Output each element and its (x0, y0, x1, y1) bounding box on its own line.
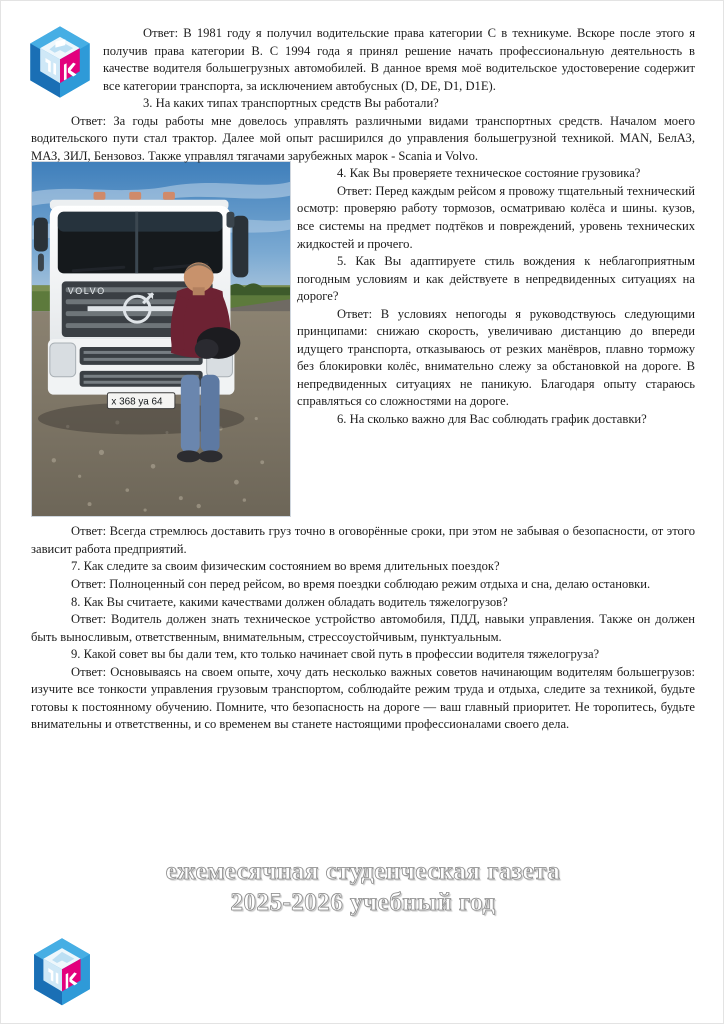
paragraph-question-5: 5. Как Вы адаптируете стиль вождения к неблагоприятным погодным условиям и как действуете в непредвиденных ситуациях на дороге? (297, 254, 695, 304)
svg-text:VOLVO: VOLVO (67, 286, 106, 297)
paragraph-answer-5: Ответ: В условиях непогоды я руководствуюсь следующими принципами: снижаю скорость, увеличиваю дистанцию до впереди идущего транспорта, отказываюсь от резких манёвров, плавно торможу без блокировки колёс, внимательно слежу за обстановкой на дороге. В непредвиденных ситуациях не паникую. Благодаря опыту стараюсь справляться со сложностями на дороге. (297, 306, 695, 409)
paragraph-answer-6: Ответ: Всегда стремлюсь доставить груз точно в оговорённые сроки, при этом не забывая о безопасности, от этого зависит работа предприятий. (31, 524, 695, 556)
paragraph-question-8: 8. Как Вы считаете, какими качествами должен обладать водитель тяжелогрузов? (71, 594, 508, 609)
article-body (31, 25, 695, 734)
paragraph-question-9: 9. Какой совет вы бы дали тем, кто только начинает свой путь в профессии водителя тяжелогруза? (71, 647, 600, 662)
paragraph-question-6: 6. На сколько важно для Вас соблюдать график доставки? (337, 412, 647, 427)
license-plate-text: х 368 уа 64 (111, 396, 163, 408)
paragraph-answer-8: Ответ: Водитель должен знать техническое устройство автомобиля, ПДД, навыки управления. Также он должен быть выносливым, ответственным, внимательным, стрессоустойчивым, пунктуальным. (31, 612, 695, 644)
footer-line-2: 2025-2026 учебный год (230, 889, 496, 916)
paragraph-answer-3: Ответ: За годы работы мне довелось управлять различными видами транспортных средств. Началом моего водительского пути стал трактор. Далее мой опыт расширился до управления большегрузной техникой. MAN, БелАЗ, МАЗ, ЗИЛ, Бензовоз. Также управлял тягачами зарубежных марок - Scania и Volvo. (31, 113, 695, 163)
cube-logo-bottom (31, 937, 93, 1007)
paragraph-answer-9: Ответ: Основываясь на своем опыте, хочу дать несколько важных советов начинающим водителям большегрузов: изучите все тонкости управления грузовым транспортом, соблюдайте режим труда и отдыха, следите за техникой, будьте готовы к постоянному обучению. Помните, что безопасность на дороге — ваш главный приоритет. Не торопитесь, будьте внимательны и ответственны, и со временем вы станете настоящими профессионалами своего дела. (31, 664, 695, 732)
paragraph-question-3: 3. На каких типах транспортных средств Вы работали? (143, 96, 439, 111)
paragraph-answer-7: Ответ: Полноценный сон перед рейсом, во время поездки соблюдаю режим отдыха и сна, делаю остановки. (71, 577, 651, 592)
photo-text-wrap-spacer (31, 165, 297, 523)
cube-logo-icon (31, 937, 93, 1006)
paragraph-answer-4: Ответ: Перед каждым рейсом я провожу тщательный технический осмотр: проверяю работу тормозов, осматриваю колёса и шины. кузов, все системы на предмет подтёков и повреждений, уровень технических жидкостей и прочего. (297, 183, 695, 251)
paragraph-answer-1: Ответ: В 1981 году я получил водительские права категории С в техникуме. Вскоре после этого я получив права категории B. С 1994 года я принял решение начать профессиональную деятельность в качестве водителя большегрузных автомобилей. В данное время моё водительское удостоверение содержит все категории транспорта, за исключением автобусных (D, DE, D1, D1E). (103, 26, 695, 93)
footer-line-1: ежемесячная студенческая газета (165, 858, 561, 885)
logo-text-wrap-spacer (31, 25, 103, 109)
footer-wordart (1, 856, 724, 918)
paragraph-question-4: 4. Как Вы проверяете техническое состояние грузовика? (337, 166, 641, 181)
paragraph-question-7: 7. Как следите за своим физическим состоянием во время длительных поездок? (71, 559, 500, 574)
